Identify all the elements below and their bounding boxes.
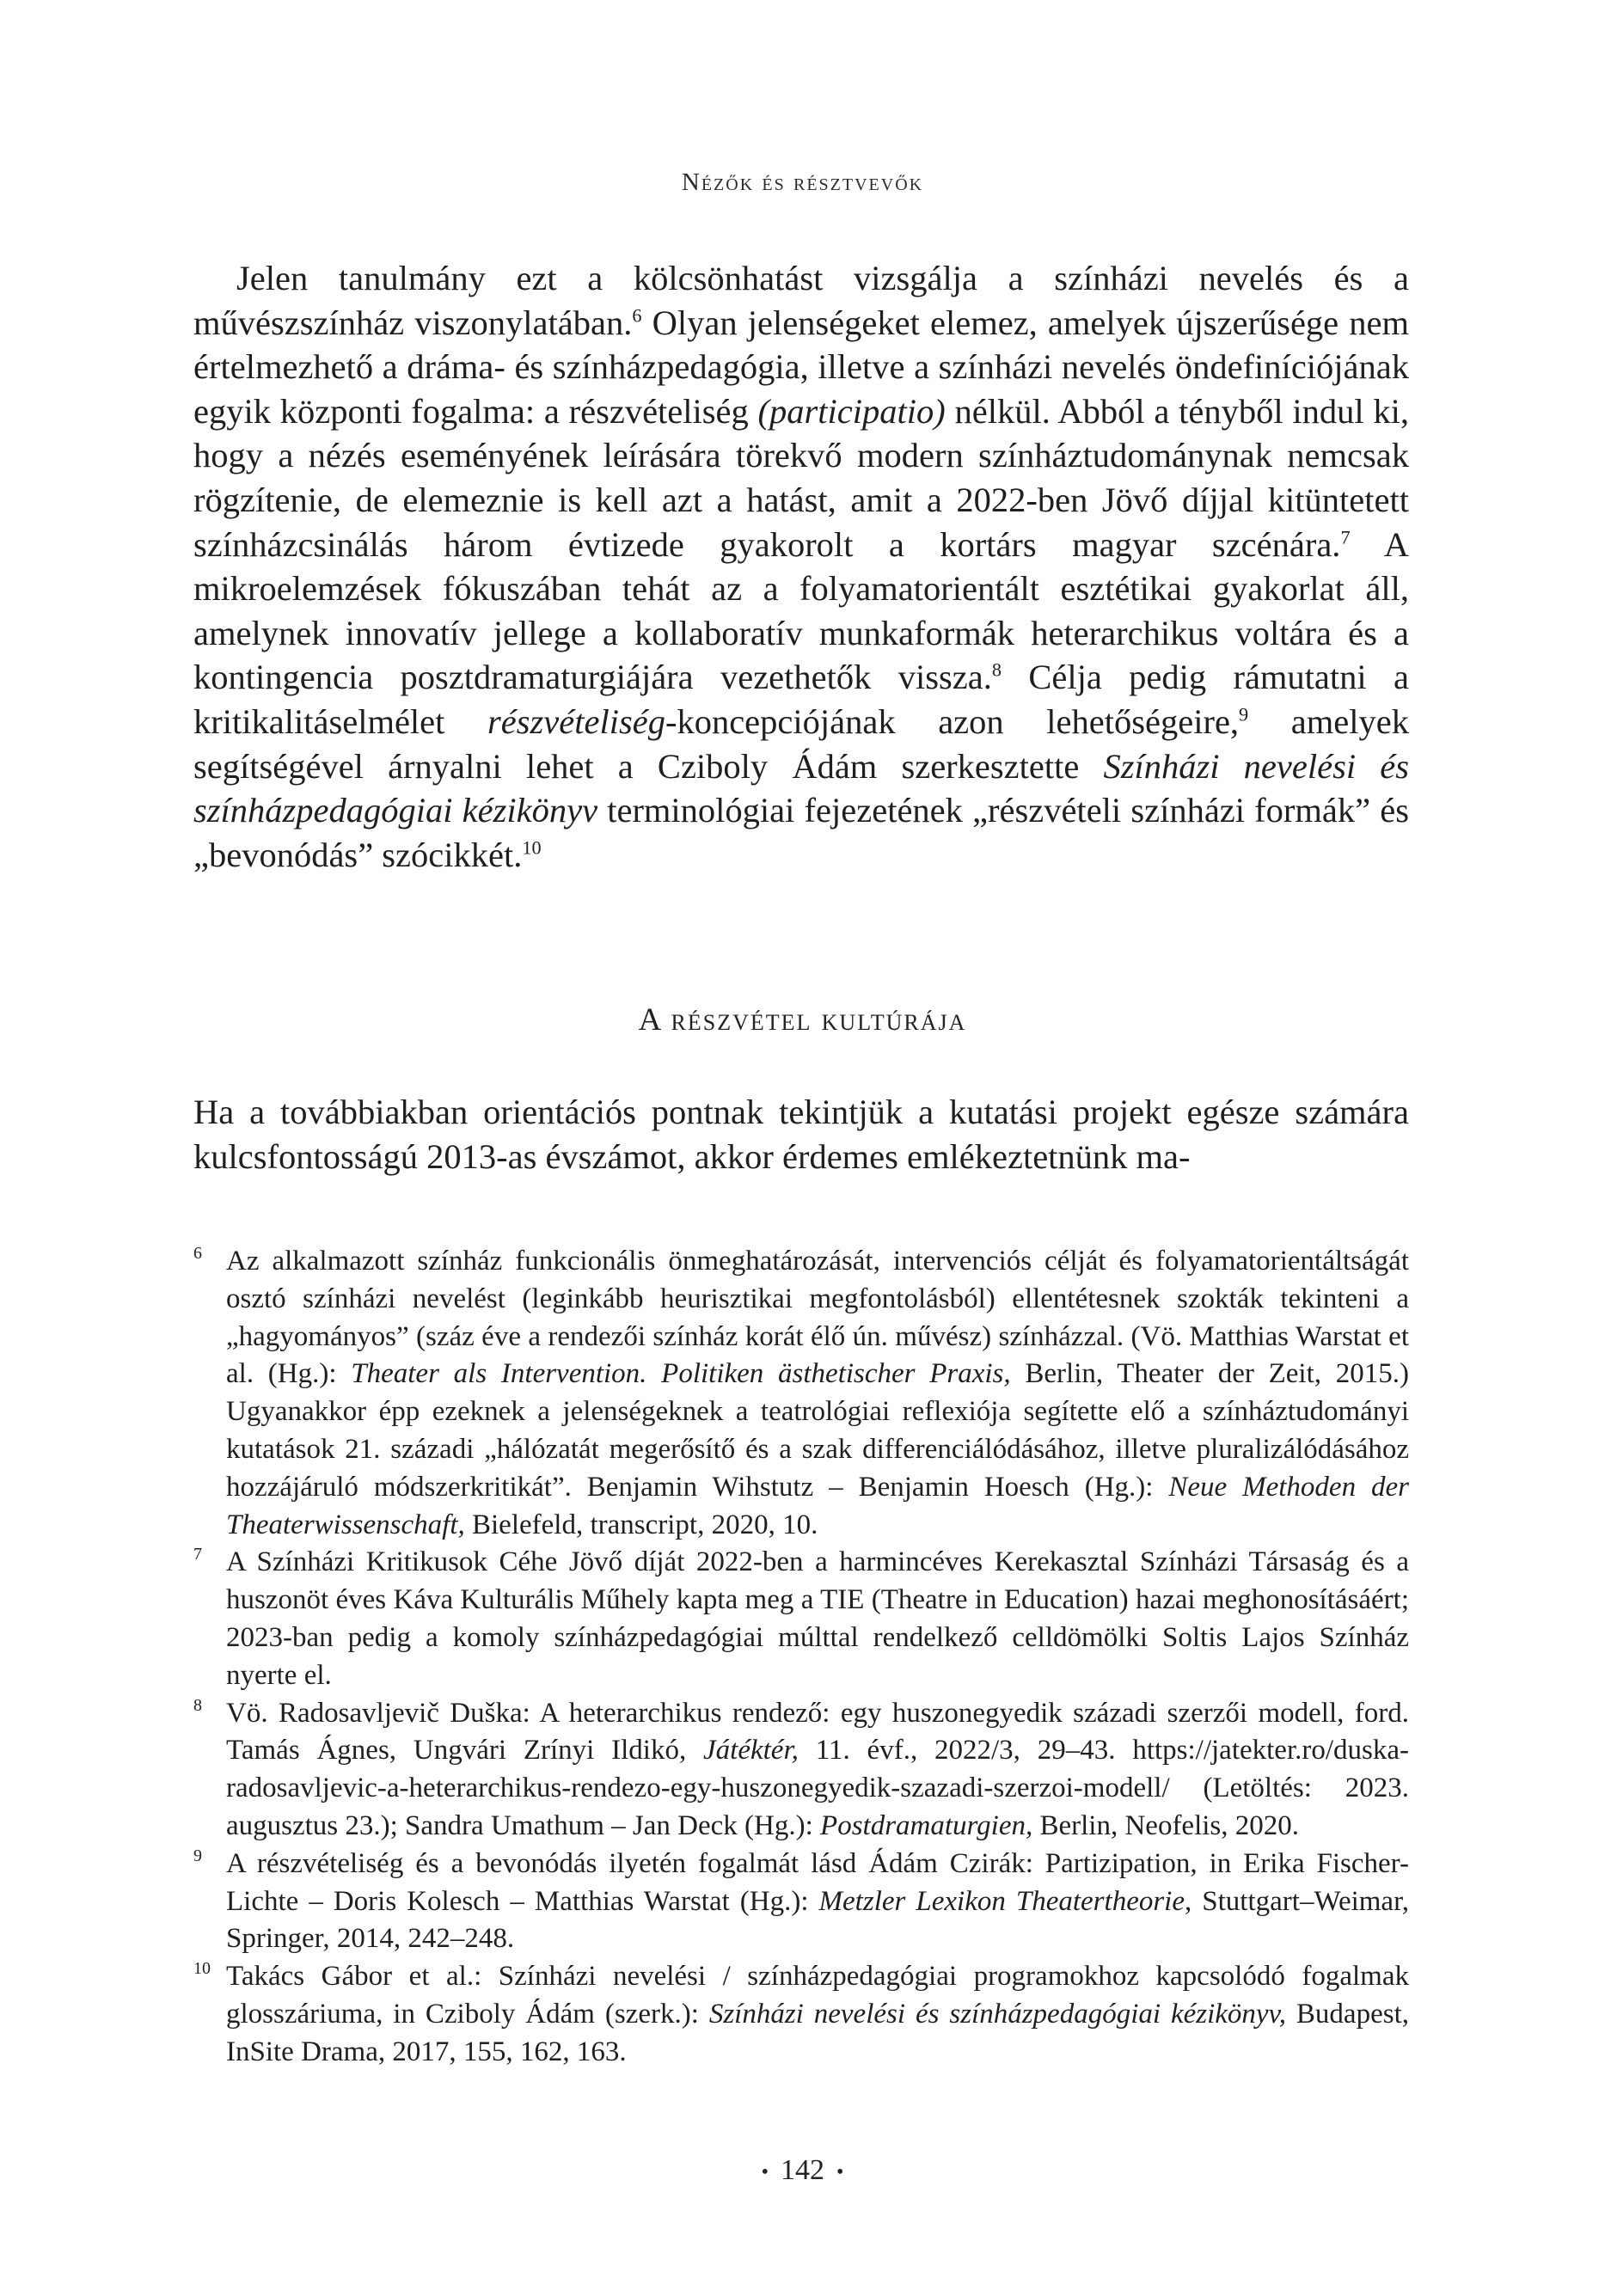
body-text: Olyan jelenségeket elemez, amelyek újszerűsége nem értelmezhető a dráma- és színházpedagógia, illetve a színházi nevelés öndefiníciójának egyik központi fogalma: a részvételiség	[193, 303, 1410, 431]
footnote-number: 8	[193, 1695, 202, 1715]
footnote-text: A Színházi Kritikusok Céhe Jövő díját 2022-ben a harmincéves Kerekasztal Színházi Társaság és a huszonöt éves Káva Kulturális Műhely kapta meg a TIE (Theatre in Education) hazai meghonosításáért; 2023-ban pedig a komoly színházpedagógiai múlttal rendelkező celldömölki Soltis Lajos Színház nyerte el.	[226, 1546, 1409, 1691]
citation-title: Postdramaturgien,	[820, 1809, 1033, 1841]
citation-title: Színházi nevelési és színházpedagógiai kézikönyv,	[708, 1998, 1286, 2030]
citation-title: Metzler Lexikon Theatertheorie	[818, 1885, 1185, 1917]
citation-title: Játéktér,	[703, 1735, 799, 1766]
footnote-text-part: A részvételiség és a bevonódás ilyetén fogalmát lásd Ádám Czirák: Partizipation, in Erika Fischer-Lichte – Doris Kolesch – Matthias Warstat (Hg.):	[226, 1847, 1409, 1917]
body-text: nélkül. Abból a tényből indul ki, hogy a nézés eseményének leírására törekvő modern színháztudománynak nemcsak rögzítenie, de elemeznie is kell azt a hatást, amit a 2022-ben Jövő díjjal kitüntetett színházcsinálás három évtizede gyakorolt a kortárs magyar szcénára.	[193, 391, 1409, 564]
body-text: -koncepciójának azon lehetőségeire,	[665, 701, 1240, 741]
emphasis-text: részvételiség	[487, 701, 665, 741]
footnote-text-part: 11. évf., 2022/3, 29–43. https://jatekter.ro/duska-radosavljevic-a-heterarchikus-rendezo-egy-huszonegyedik-szazadi-szerzoi-modell/ (Letöltés: 2023. augusztus 23.); Sandra Umathum – Jan Deck (Hg.):	[226, 1735, 1410, 1841]
footnote-text-part: Berlin, Neofelis, 2020.	[1032, 1809, 1300, 1841]
footnote-text	[226, 1958, 1409, 2071]
footnote-9	[193, 1846, 1409, 1958]
footnote-text-part: Takács Gábor et al.: Színházi nevelési / színházpedagógiai programokhoz kapcsolódó fogalmak glosszáriuma, in Cziboly Ádám (szerk.):	[226, 1961, 1409, 2030]
footnote-text	[226, 1695, 1409, 1846]
footnote-text	[226, 1846, 1409, 1958]
footnote-text-part: , Stuttgart–Weimar, Springer, 2014, 242–248.	[226, 1885, 1409, 1955]
footnote-text	[226, 1243, 1409, 1544]
footnote-text-part: Az alkalmazott színház funkcionális önmeghatározását, intervenciós célját és folyamatorientáltságát osztó színházi nevelést (leginkább heurisztikai megfontolásból) ellentétesnek szokták tekinteni a „hagyományos” (száz éve a rendezői színház korát élő ún. művész) színházzal. (Vö. Matthias Warstat et al. (Hg.):	[226, 1246, 1409, 1390]
footnote-ref: 7	[1340, 526, 1351, 548]
continuation-paragraph: Ha a továbbiakban orientációs pontnak tekintjük a kutatási projekt egésze számára kulcsfontosságú 2013-as évszámot, akkor érdemes emlékeztetnünk ma-	[193, 1093, 1409, 1176]
footnote-ref: 10	[522, 836, 542, 859]
footnote-number: 9	[193, 1846, 202, 1865]
running-head: Nézők és résztvevők	[681, 168, 924, 196]
bullet-left-icon: •	[761, 2160, 769, 2183]
footnote-8	[193, 1695, 1409, 1846]
page-footer	[0, 2154, 1605, 2187]
body-text: Célja pedig rámutatni a kritikalitáselmélet	[193, 658, 1409, 741]
bullet-right-icon: •	[836, 2160, 844, 2183]
section-heading: A részvétel kultúrája	[638, 1002, 967, 1038]
footnote-number: 6	[193, 1244, 202, 1263]
footnote-10	[193, 1958, 1409, 2071]
footnote-ref: 8	[991, 658, 1002, 681]
footnote-ref: 6	[632, 304, 642, 327]
emphasis-text: (participatio)	[757, 391, 946, 431]
footnote-text-part: Bielefeld, transcript, 2020, 10.	[464, 1509, 818, 1540]
footnote-ref: 9	[1239, 703, 1249, 726]
body-text: Jelen tanulmány ezt a kölcsönhatást vizsgálja a színházi nevelés és a művészszínház viszonylatában.	[193, 259, 1409, 342]
body-text: A mikroelemzések fókuszában tehát az a folyamatorientált esztétikai gyakorlat áll, amelynek innovatív jellege a kollaboratív munkaformák heterarchikus voltára és a kontingencia posztdramaturgiájára vezethetők vissza.	[193, 524, 1409, 697]
citation-title: Neue Methoden der Theaterwissenschaft,	[226, 1471, 1409, 1540]
citation-title: Theater als Intervention. Politiken ästhetischer Praxis,	[351, 1358, 1011, 1390]
book-title: Színházi nevelési és színházpedagógiai kézikönyv	[193, 746, 1409, 830]
footnote-7	[193, 1544, 1409, 1694]
footnote-number: 10	[193, 1959, 211, 1979]
body-text: amelyek segítségével árnyalni lehet a Cziboly Ádám szerkesztette	[193, 701, 1409, 786]
body-paragraph	[193, 256, 1409, 877]
footnote-text-part: Berlin, Theater der Zeit, 2015.) Ugyanakkor épp ezeknek a jelenségeknek a teatrológiai reflexiója segítette elő a színháztudományi kutatások 21. századi „hálózatát megerősítő és a szak differenciálódásához, illetve pluralizálódásához hozzájáruló módszerkritikát”. Benjamin Wihstutz – Benjamin Hoesch (Hg.):	[226, 1358, 1409, 1503]
footnote-text-part: Vö. Radosavljevič Duška: A heterarchikus rendező: egy huszonegyedik századi szerzői modell, ford. Tamás Ágnes, Ungvári Zrínyi Ildikó,	[226, 1697, 1409, 1766]
footnote-number: 7	[193, 1545, 202, 1564]
footnote-6	[193, 1243, 1409, 1544]
footnotes	[193, 1243, 1409, 2072]
body-text: terminológiai fejezetének „részvételi színházi formák” és „bevonódás” szócikkét.	[193, 791, 1409, 874]
footnote-text-part: Budapest, InSite Drama, 2017, 155, 162, 163.	[226, 1998, 1409, 2067]
page-number: 142	[781, 2154, 824, 2186]
